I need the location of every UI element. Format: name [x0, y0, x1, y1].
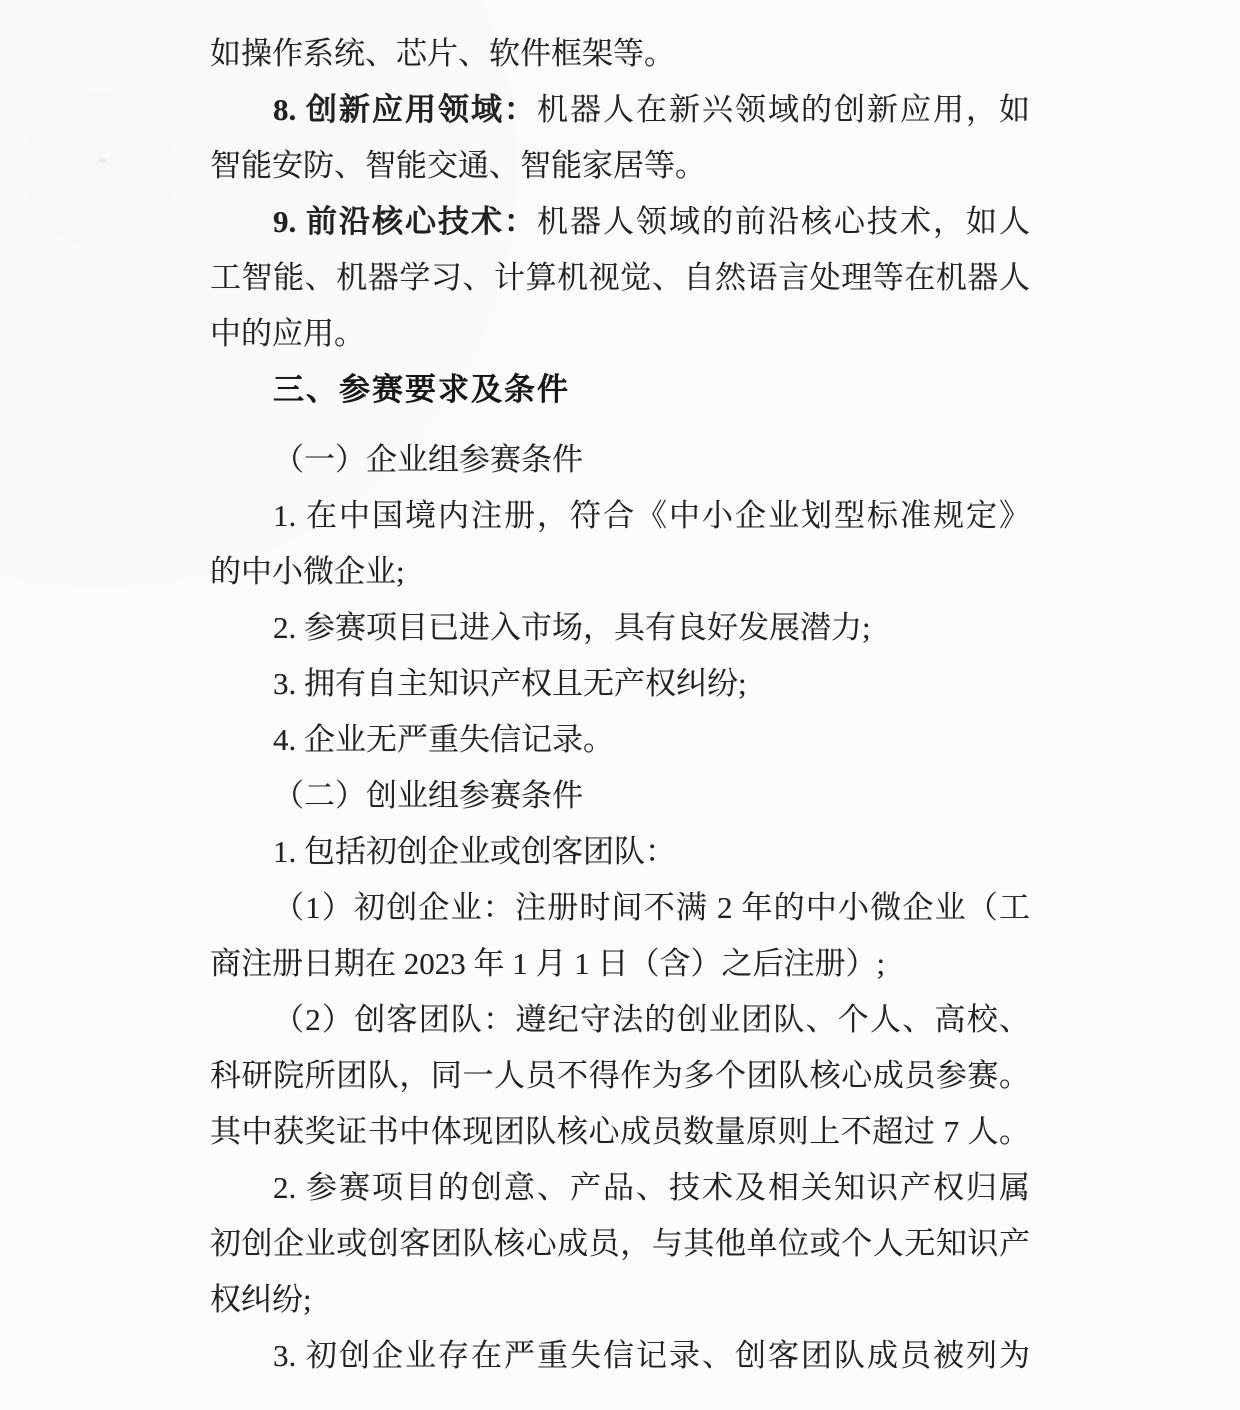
- line-text: 1. 包括初创企业或创客团队：: [273, 834, 676, 869]
- line-text: 如操作系统、芯片、软件框架等。: [210, 36, 675, 71]
- line-emphasis: 三、参赛要求及条件: [273, 372, 570, 407]
- line-text: 2. 参赛项目的创意、产品、技术及相关知识产权归属: [273, 1170, 1030, 1205]
- line-text: （一）企业组参赛条件: [273, 442, 583, 477]
- text-line: [210, 306, 1030, 362]
- text-line: [210, 1328, 1030, 1384]
- text-line: [210, 1216, 1030, 1272]
- line-text: （二）创业组参赛条件: [273, 778, 583, 813]
- line-text: 中的应用。: [210, 316, 365, 351]
- line-text: （2）创客团队：遵纪守法的创业团队、个人、高校、: [273, 1002, 1030, 1037]
- text-line: [210, 250, 1030, 306]
- text-line: [210, 82, 1030, 138]
- text-line: [210, 1104, 1030, 1160]
- document-body: [210, 26, 1030, 1384]
- line-text: 1. 在中国境内注册，符合《中小企业划型标准规定》: [273, 498, 1030, 533]
- line-text: 科研院所团队，同一人员不得作为多个团队核心成员参赛。: [210, 1058, 1030, 1093]
- line-text: 的中小微企业;: [210, 554, 405, 589]
- line-text: 机器人领域的前沿核心技术，如人: [537, 204, 1030, 239]
- text-line: [210, 768, 1030, 824]
- text-line: [210, 880, 1030, 936]
- line-text: 2. 参赛项目已进入市场，具有良好发展潜力;: [273, 610, 871, 645]
- text-line: [210, 992, 1030, 1048]
- text-line: [210, 194, 1030, 250]
- text-line: [210, 1048, 1030, 1104]
- line-text: 权纠纷;: [210, 1282, 312, 1317]
- text-line: [210, 824, 1030, 880]
- line-text: 智能安防、智能交通、智能家居等。: [210, 148, 706, 183]
- line-text: 4. 企业无严重失信记录。: [273, 722, 614, 757]
- line-emphasis: 9. 前沿核心技术：: [273, 204, 537, 239]
- text-line: [210, 1160, 1030, 1216]
- line-text: 工智能、机器学习、计算机视觉、自然语言处理等在机器人: [210, 260, 1030, 295]
- line-text: 其中获奖证书中体现团队核心成员数量原则上不超过 7 人。: [210, 1114, 1030, 1149]
- line-text: （1）初创企业：注册时间不满 2 年的中小微企业（工: [273, 890, 1030, 925]
- text-line: [210, 138, 1030, 194]
- line-text: 3. 拥有自主知识产权且无产权纠纷;: [273, 666, 747, 701]
- section-heading: [210, 362, 1030, 418]
- text-line: [210, 656, 1030, 712]
- line-text: 3. 初创企业存在严重失信记录、创客团队成员被列为: [273, 1338, 1030, 1373]
- text-line: [210, 432, 1030, 488]
- text-line: [210, 544, 1030, 600]
- line-text: 机器人在新兴领域的创新应用，如: [537, 92, 1030, 127]
- scan-smudge-artifact: [98, 158, 106, 163]
- text-line: [210, 26, 1030, 82]
- text-line: [210, 600, 1030, 656]
- text-line: [210, 488, 1030, 544]
- line-text: 初创企业或创客团队核心成员，与其他单位或个人无知识产: [210, 1226, 1030, 1261]
- line-emphasis: 8. 创新应用领域：: [273, 92, 537, 127]
- text-line: [210, 936, 1030, 992]
- text-line: [210, 712, 1030, 768]
- text-line: [210, 1272, 1030, 1328]
- line-text: 商注册日期在 2023 年 1 月 1 日（含）之后注册）;: [210, 946, 886, 981]
